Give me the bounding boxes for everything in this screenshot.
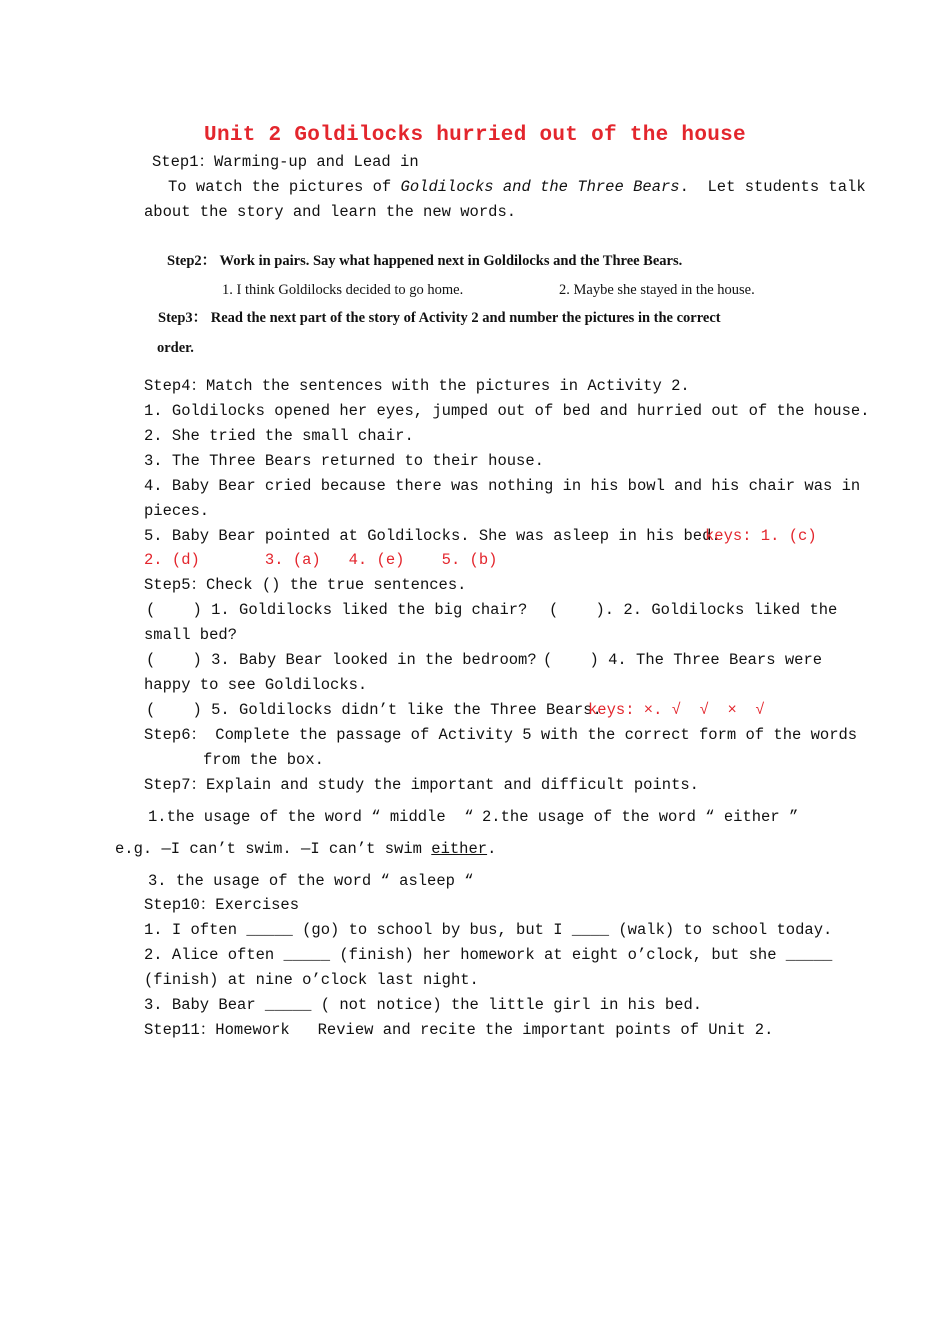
step7-example-end: . bbox=[487, 840, 497, 858]
step6-line2: from the box. bbox=[203, 751, 324, 769]
step5-item-1: ( ) 1. Goldilocks liked the big chair? bbox=[146, 601, 528, 619]
step11-homework: Step11：Homework Review and recite the important points of Unit 2. bbox=[144, 1021, 774, 1039]
step1-heading: Step1：Warming-up and Lead in bbox=[152, 153, 419, 171]
step10-exercise-3: 3. Baby Bear _____ ( not notice) the little girl in his bed. bbox=[144, 996, 703, 1014]
step5-item-4: ( ) 4. The Three Bears were bbox=[543, 651, 823, 669]
step7-point-2: 2.the usage of the word “ either ” bbox=[482, 808, 799, 826]
step5-item-5: ( ) 5. Goldilocks didn’t like the Three Bears. bbox=[146, 701, 602, 719]
step7-point-3: 3. the usage of the word “ asleep “ bbox=[148, 872, 474, 890]
step5-item-4-cont: happy to see Goldilocks. bbox=[144, 676, 368, 694]
step7-example bbox=[115, 839, 496, 859]
step4-sentence-5: 5. Baby Bear pointed at Goldilocks. She was asleep in his bed. bbox=[144, 527, 721, 545]
step1-line1-end: . Let students talk bbox=[679, 178, 866, 196]
step4-sentence-4: 4. Baby Bear cried because there was nothing in his bowl and his chair was in bbox=[144, 477, 861, 495]
step4-heading: Step4：Match the sentences with the pictures in Activity 2. bbox=[144, 377, 690, 395]
step7-example-underlined: either bbox=[431, 840, 488, 858]
step5-heading: Step5：Check () the true sentences. bbox=[144, 576, 467, 594]
step1-line1 bbox=[168, 177, 866, 197]
step2-option1: 1. I think Goldilocks decided to go home. bbox=[222, 282, 464, 298]
step5-item-3: ( ) 3. Baby Bear looked in the bedroom? bbox=[146, 651, 537, 669]
step4-sentence-4-cont: pieces. bbox=[144, 502, 210, 520]
step4-sentence-2: 2. She tried the small chair. bbox=[144, 427, 414, 445]
step3-line2: order. bbox=[157, 340, 194, 356]
step4-sentence-1: 1. Goldilocks opened her eyes, jumped out of bed and hurried out of the house. bbox=[144, 402, 870, 420]
step4-sentence-3: 3. The Three Bears returned to their house. bbox=[144, 452, 544, 470]
step10-exercise-2: 2. Alice often _____ (finish) her homework at eight o’clock, but she _____ bbox=[144, 946, 833, 964]
step4-answer-keys-cont: 2. (d) 3. (a) 4. (e) 5. (b) bbox=[144, 551, 498, 569]
step10-exercise-2-cont: (finish) at nine o’clock last night. bbox=[144, 971, 479, 989]
step5-item-2: ( ). 2. Goldilocks liked the bbox=[549, 601, 838, 619]
step5-item-2-cont: small bed? bbox=[144, 626, 238, 644]
step10-heading: Step10：Exercises bbox=[144, 896, 300, 914]
step1-story-title: Goldilocks and the Three Bears bbox=[400, 178, 680, 196]
step6-line1: Step6： Complete the passage of Activity 5 with the correct form of the words bbox=[144, 726, 858, 744]
page-title: Unit 2 Goldilocks hurried out of the house bbox=[204, 124, 746, 147]
step3-line1: Step3： Read the next part of the story of Activity 2 and number the pictures in the correct bbox=[158, 310, 721, 326]
step4-answer-keys: keys: 1. (c) bbox=[705, 527, 817, 545]
step7-heading: Step7：Explain and study the important and difficult points. bbox=[144, 776, 699, 794]
step1-line1-start: To watch the pictures of bbox=[168, 178, 401, 196]
step5-answer-keys: keys: ×. √ √ × √ bbox=[588, 701, 765, 719]
step2-option2: 2. Maybe she stayed in the house. bbox=[559, 282, 755, 298]
step2-heading: Step2： Work in pairs. Say what happened next in Goldilocks and the Three Bears. bbox=[167, 253, 683, 269]
step1-line2: about the story and learn the new words. bbox=[144, 203, 517, 221]
step7-example-start: e.g. —I can’t swim. —I can’t swim bbox=[115, 840, 432, 858]
step7-point-1: 1.the usage of the word “ middle “ bbox=[148, 808, 474, 826]
step10-exercise-1: 1. I often _____ (go) to school by bus, but I ____ (walk) to school today. bbox=[144, 921, 833, 939]
